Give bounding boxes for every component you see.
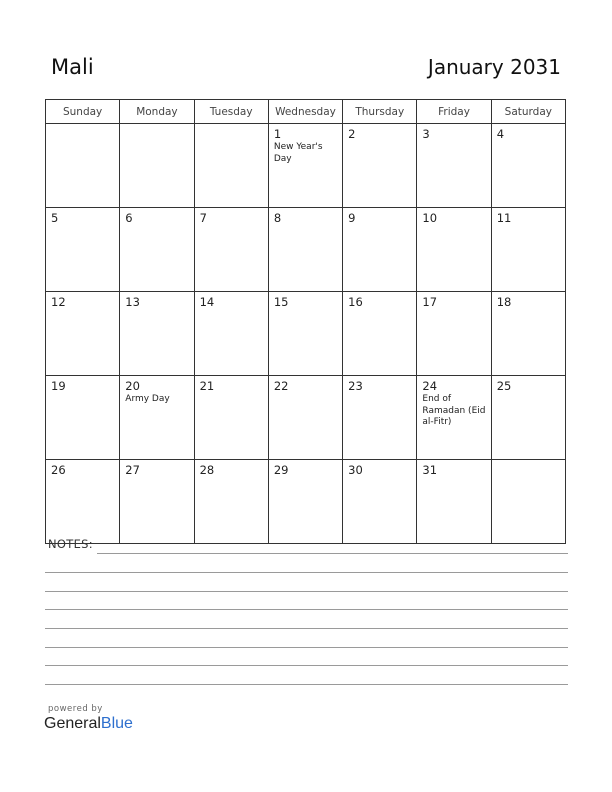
day-number: 25 <box>496 379 512 393</box>
note-line <box>45 609 568 610</box>
day-cell-29 <box>268 460 342 544</box>
day-number: 8 <box>273 211 282 225</box>
day-number: 17 <box>422 295 438 309</box>
day-cell-31 <box>417 460 491 544</box>
day-number: 21 <box>199 379 215 393</box>
day-number: 31 <box>422 463 438 477</box>
day-number: 23 <box>348 379 363 393</box>
day-cell-26 <box>46 460 120 544</box>
day-cell-23 <box>343 376 417 460</box>
weekday-header: Tuesday <box>194 100 268 124</box>
day-cell-24 <box>417 376 491 460</box>
day-number: 27 <box>125 463 140 477</box>
day-cell-9 <box>343 208 417 292</box>
calendar-header <box>51 55 561 85</box>
day-cell-22 <box>268 376 342 460</box>
weekday-header: Friday <box>417 100 491 124</box>
day-cell-20 <box>120 376 194 460</box>
powered-by-text: powered by <box>48 704 103 714</box>
day-cell-8 <box>268 208 342 292</box>
day-number: 7 <box>199 211 207 225</box>
note-line <box>45 647 568 648</box>
country-title: Mali <box>51 55 94 79</box>
day-number: 19 <box>51 379 66 393</box>
weekday-header: Sunday <box>46 100 120 124</box>
week-row <box>46 376 566 460</box>
day-cell-13 <box>120 292 194 376</box>
day-cell-30 <box>343 460 417 544</box>
note-line <box>45 665 568 666</box>
day-number: 6 <box>125 211 133 225</box>
day-cell-17 <box>417 292 491 376</box>
weekday-header: Saturday <box>491 100 565 124</box>
day-cell-1 <box>268 124 342 208</box>
weekday-header: Monday <box>120 100 194 124</box>
week-row <box>46 208 566 292</box>
day-number: 12 <box>51 295 66 309</box>
notes-label: NOTES: <box>48 537 93 551</box>
generalblue-logo <box>44 715 133 733</box>
holiday-label: New Year's Day <box>273 142 323 164</box>
day-number: 2 <box>348 127 356 141</box>
day-number: 13 <box>125 295 140 309</box>
day-number: 20 <box>125 379 140 393</box>
note-line <box>97 553 568 554</box>
day-cell-7 <box>194 208 268 292</box>
week-row <box>46 460 566 544</box>
day-cell-27 <box>120 460 194 544</box>
day-cell-25 <box>491 376 565 460</box>
day-number: 18 <box>496 295 512 309</box>
note-line <box>45 684 568 685</box>
day-cell-10 <box>417 208 491 292</box>
day-cell-5 <box>46 208 120 292</box>
day-number: 24 <box>422 379 438 393</box>
note-line <box>45 628 568 629</box>
day-cell-18 <box>491 292 565 376</box>
day-cell-14 <box>194 292 268 376</box>
note-line <box>45 591 568 592</box>
day-number: 4 <box>496 127 505 141</box>
note-line <box>45 572 568 573</box>
day-number: 1 <box>273 127 282 141</box>
weekday-header: Wednesday <box>268 100 342 124</box>
day-cell-4 <box>491 124 565 208</box>
holiday-label: Army Day <box>125 394 170 404</box>
empty-day-cell <box>194 124 268 208</box>
day-cell-12 <box>46 292 120 376</box>
day-cell-16 <box>343 292 417 376</box>
brand-blue: Blue <box>100 715 133 732</box>
empty-day-cell <box>491 460 565 544</box>
month-year-title: January 2031 <box>427 55 561 79</box>
footer-branding <box>44 704 133 733</box>
day-number: 14 <box>199 295 215 309</box>
day-cell-28 <box>194 460 268 544</box>
day-cell-2 <box>343 124 417 208</box>
day-number: 11 <box>496 211 512 225</box>
empty-day-cell <box>120 124 194 208</box>
day-cell-3 <box>417 124 491 208</box>
brand-general: General <box>44 715 101 732</box>
calendar-grid <box>45 99 566 544</box>
day-cell-19 <box>46 376 120 460</box>
day-cell-21 <box>194 376 268 460</box>
day-cell-11 <box>491 208 565 292</box>
day-number: 9 <box>348 211 356 225</box>
day-number: 16 <box>348 295 363 309</box>
day-number: 5 <box>51 211 59 225</box>
day-cell-15 <box>268 292 342 376</box>
day-number: 28 <box>199 463 215 477</box>
week-row <box>46 124 566 208</box>
day-number: 10 <box>422 211 438 225</box>
day-number: 29 <box>273 463 289 477</box>
holiday-label: End of Ramadan (Eid al-Fitr) <box>422 394 486 427</box>
day-number: 3 <box>422 127 430 141</box>
day-number: 30 <box>348 463 363 477</box>
week-row <box>46 292 566 376</box>
weekday-header: Thursday <box>343 100 417 124</box>
day-number: 26 <box>51 463 66 477</box>
day-number: 15 <box>273 295 289 309</box>
empty-day-cell <box>46 124 120 208</box>
day-number: 22 <box>273 379 289 393</box>
weekday-header-row <box>46 100 566 124</box>
day-cell-6 <box>120 208 194 292</box>
